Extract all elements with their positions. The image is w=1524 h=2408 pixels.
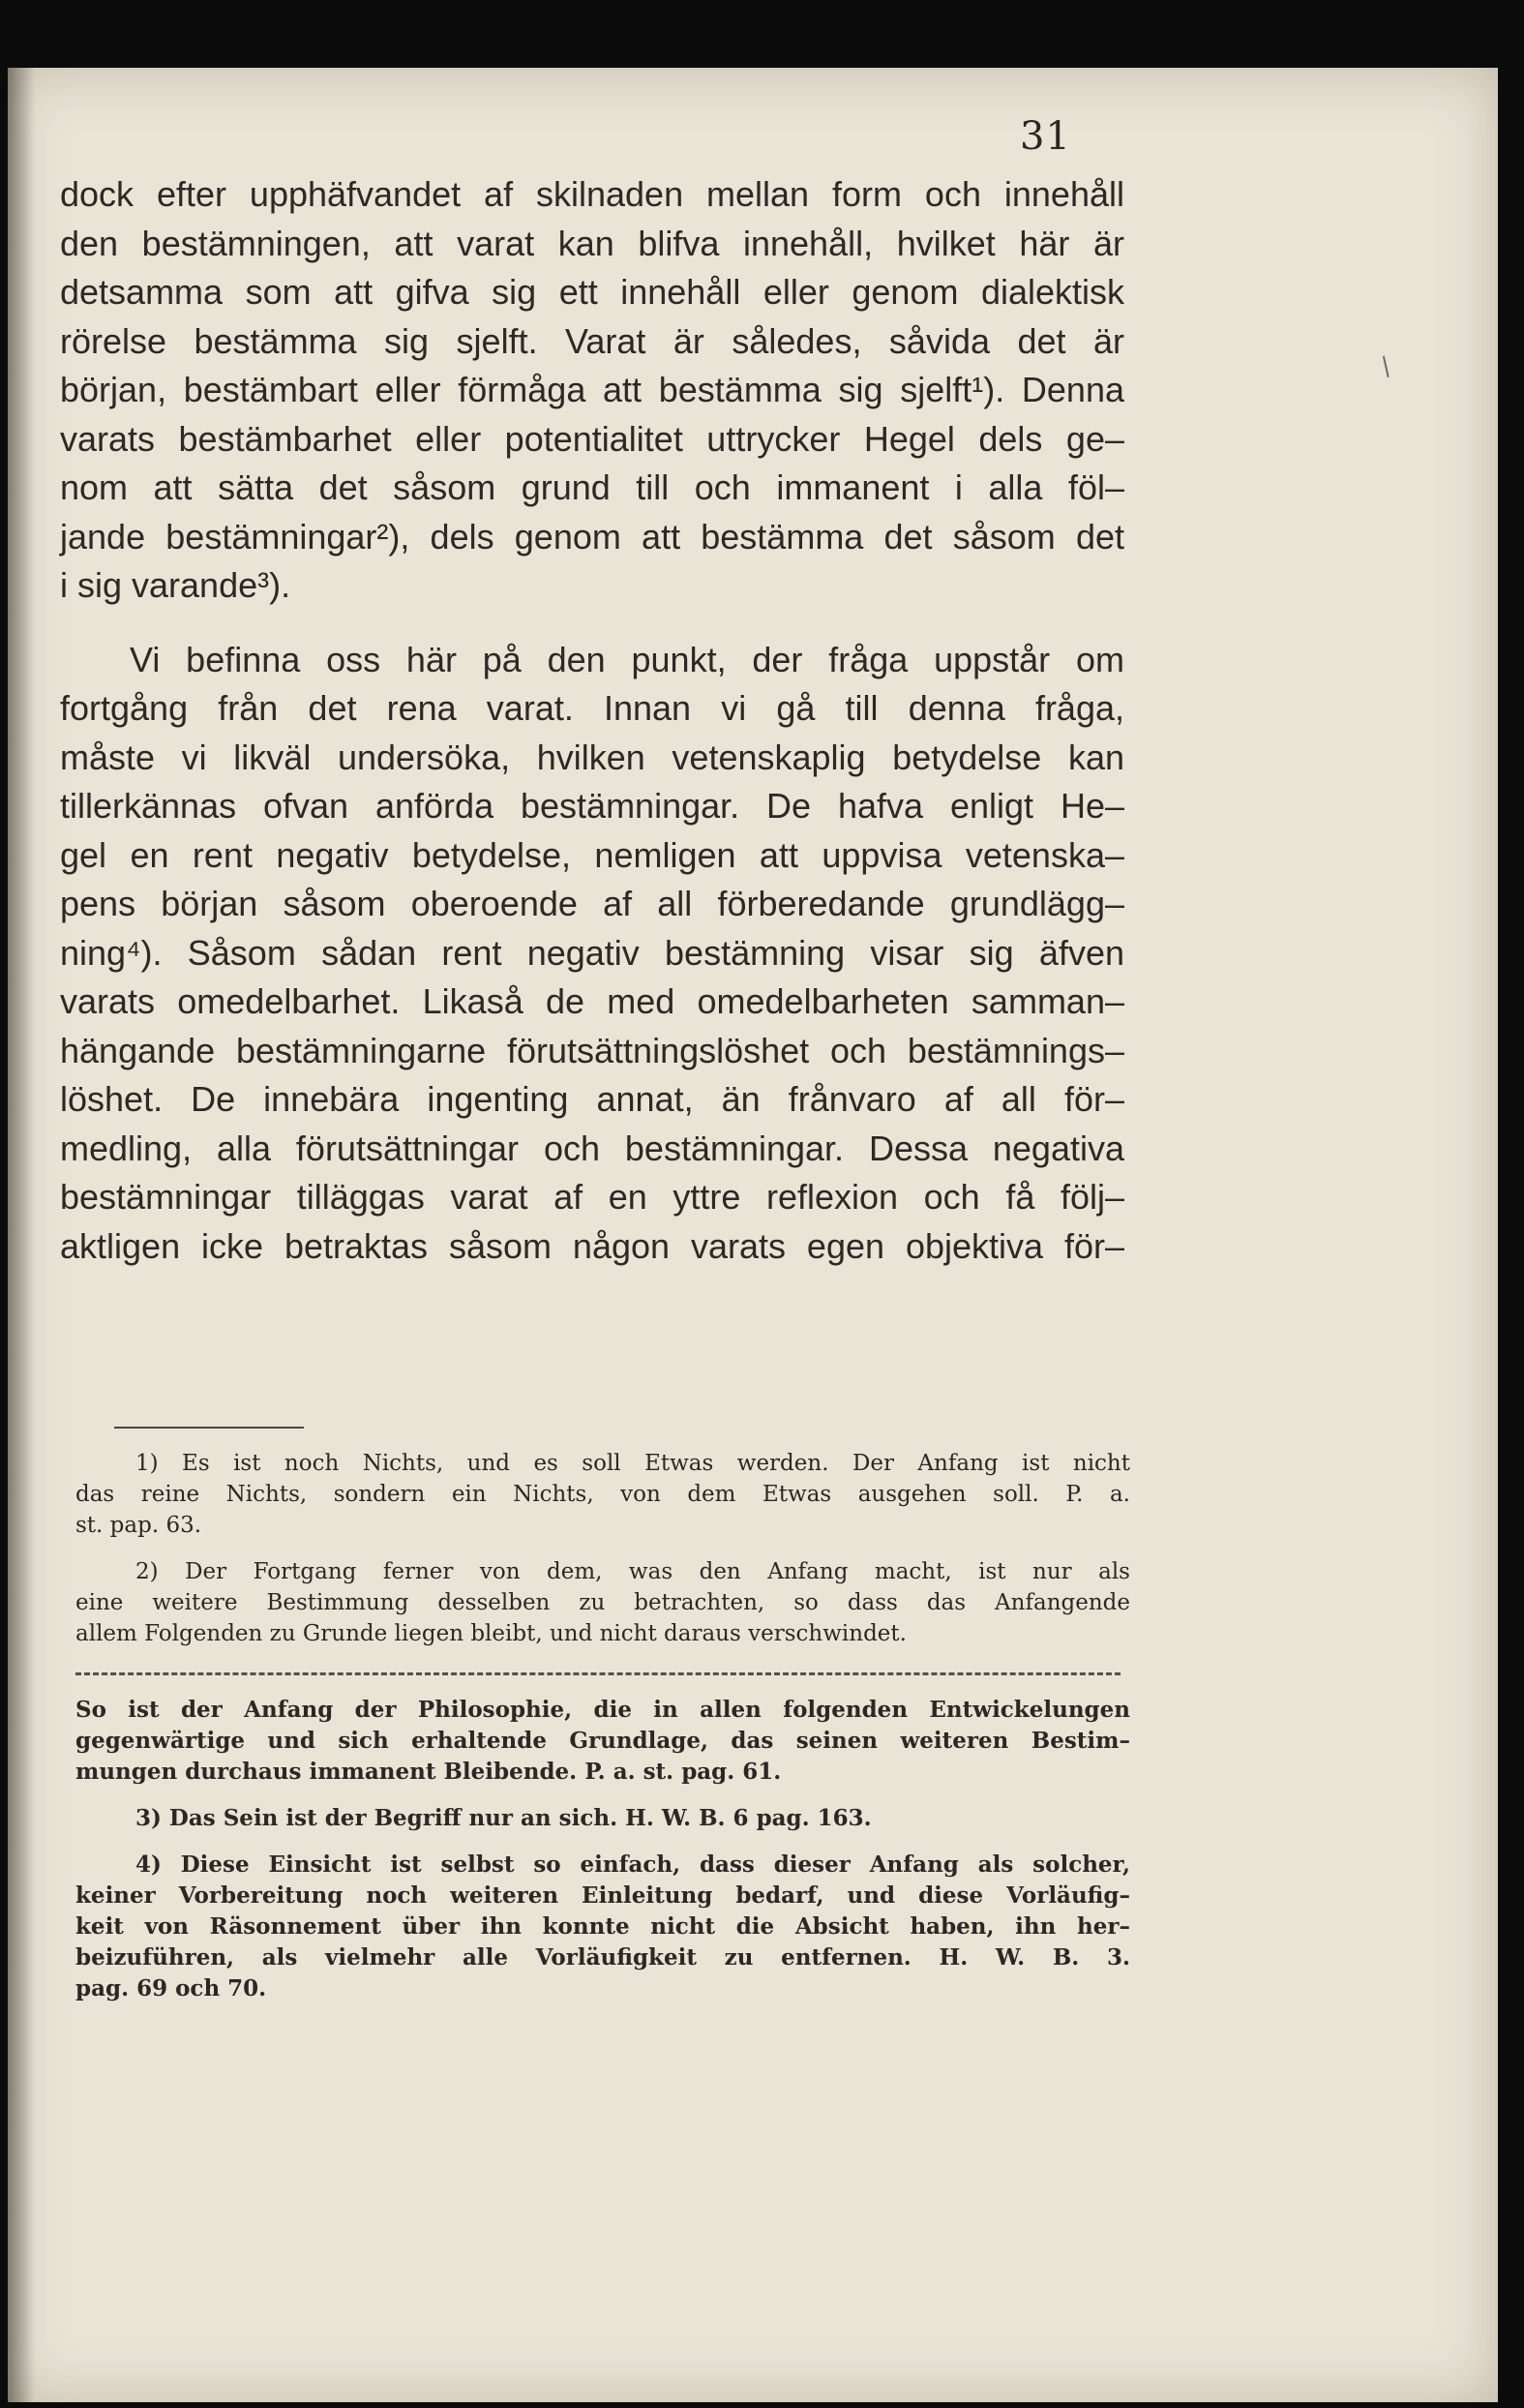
footnote-2 bbox=[75, 1556, 1130, 1649]
footnote-line: keiner Vorbereitung noch weiteren Einleitung bedarf, und diese Vorläufig– bbox=[75, 1882, 1130, 1909]
text-line: fortgång från det rena varat. Innan vi gå till denna fråga, bbox=[60, 688, 1124, 728]
footnote-separator bbox=[75, 1672, 1121, 1702]
footnote-line: So ist der Anfang der Philosophie, die in allen folgenden Entwickelungen bbox=[75, 1697, 1130, 1723]
footnote-2-continued bbox=[75, 1695, 1130, 1788]
footnote-line: 4) Diese Einsicht ist selbst so einfach, dass dieser Anfang als solcher, bbox=[135, 1851, 1130, 1878]
text-line: början, bestämbart eller förmåga att bestämma sig sjelft¹). Denna bbox=[60, 370, 1124, 409]
text-line: detsamma som att gifva sig ett innehåll eller genom dialektisk bbox=[60, 272, 1124, 312]
footnote-line: 3) Das Sein ist der Begriff nur an sich. H. W. B. 6 pag. 163. bbox=[135, 1805, 872, 1831]
footnote-rule bbox=[114, 1427, 304, 1429]
text-line: hängande bestämningarne förutsättningslöshet och bestämnings– bbox=[60, 1030, 1124, 1070]
paragraph-2 bbox=[60, 636, 1124, 1272]
footnote-line: gegenwärtige und sich erhaltende Grundlage, das seinen weiteren Bestim– bbox=[75, 1728, 1130, 1754]
text-line: varats omedelbarhet. Likaså de med omedelbarheten samman– bbox=[60, 981, 1124, 1021]
body-text bbox=[60, 170, 1124, 1271]
page-number: 31 bbox=[1020, 114, 1071, 159]
footnote-3 bbox=[75, 1803, 1130, 1834]
text-line: nom att sätta det såsom grund till och immanent i alla föl– bbox=[60, 467, 1124, 507]
text-line: aktligen icke betraktas såsom någon varats egen objektiva för– bbox=[60, 1225, 1124, 1266]
text-line: bestämningar tilläggas varat af en yttre reflexion och få följ– bbox=[60, 1177, 1124, 1217]
margin-pencil-mark: / bbox=[1375, 351, 1397, 382]
page-fold-shadow bbox=[8, 68, 35, 2402]
text-line: den bestämningen, att varat kan blifva innehåll, hvilket här är bbox=[60, 223, 1124, 263]
text-line: måste vi likväl undersöka, hvilken vetenskaplig betydelse kan bbox=[60, 737, 1124, 777]
text-line: i sig varande³). bbox=[60, 565, 291, 605]
footnote-line: 2) Der Fortgang ferner von dem, was den Anfang macht, ist nur als bbox=[135, 1559, 1130, 1584]
footnote-4 bbox=[75, 1850, 1130, 2004]
text-line: rörelse bestämma sig sjelft. Varat är således, såvida det är bbox=[60, 320, 1124, 361]
text-line: varats bestämbarhet eller potentialitet uttrycker Hegel dels ge– bbox=[60, 418, 1124, 459]
text-line: jande bestämningar²), dels genom att bestämma det såsom det bbox=[60, 516, 1124, 557]
footnote-line: keit von Räsonnement über ihn konnte nicht die Absicht haben, ihn her– bbox=[75, 1913, 1130, 1940]
text-line: medling, alla förutsättningar och bestämningar. Dessa negativa bbox=[60, 1128, 1124, 1168]
text-line: ning⁴). Såsom sådan rent negativ bestämning visar sig äfven bbox=[60, 932, 1124, 973]
text-line: tillerkännas ofvan anförda bestämningar. De hafva enligt He– bbox=[60, 786, 1124, 826]
footnote-line: mungen durchaus immanent Bleibende. P. a. st. pag. 61. bbox=[75, 1759, 782, 1785]
footnote-line: beizuführen, als vielmehr alle Vorläufigkeit zu entfernen. H. W. B. 3. bbox=[75, 1944, 1130, 1971]
text-line: pens början såsom oberoende af all förberedande grundlägg– bbox=[60, 884, 1124, 923]
footnotes bbox=[75, 1448, 1130, 2004]
footnote-1 bbox=[75, 1448, 1130, 1541]
paragraph-1 bbox=[60, 170, 1124, 611]
footnote-line: 1) Es ist noch Nichts, und es soll Etwas werden. Der Anfang ist nicht bbox=[135, 1451, 1130, 1476]
text-line: dock efter upphäfvandet af skilnaden mellan form och innehåll bbox=[60, 174, 1124, 214]
footnote-line: allem Folgenden zu Grunde liegen bleibt, und nicht daraus verschwindet. bbox=[75, 1621, 907, 1646]
footnote-line: das reine Nichts, sondern ein Nichts, von dem Etwas ausgehen soll. P. a. bbox=[75, 1482, 1130, 1507]
text-line: Vi befinna oss här på den punkt, der fråga uppstår om bbox=[130, 639, 1124, 679]
footnote-line: pag. 69 och 70. bbox=[75, 1975, 267, 2002]
text-line: löshet. De innebära ingenting annat, än frånvaro af all för– bbox=[60, 1079, 1124, 1119]
footnote-line: eine weitere Bestimmung desselben zu betrachten, so dass das Anfangende bbox=[75, 1590, 1130, 1615]
text-line: gel en rent negativ betydelse, nemligen att uppvisa vetenska– bbox=[60, 834, 1124, 875]
footnote-line: st. pap. 63. bbox=[75, 1513, 202, 1538]
